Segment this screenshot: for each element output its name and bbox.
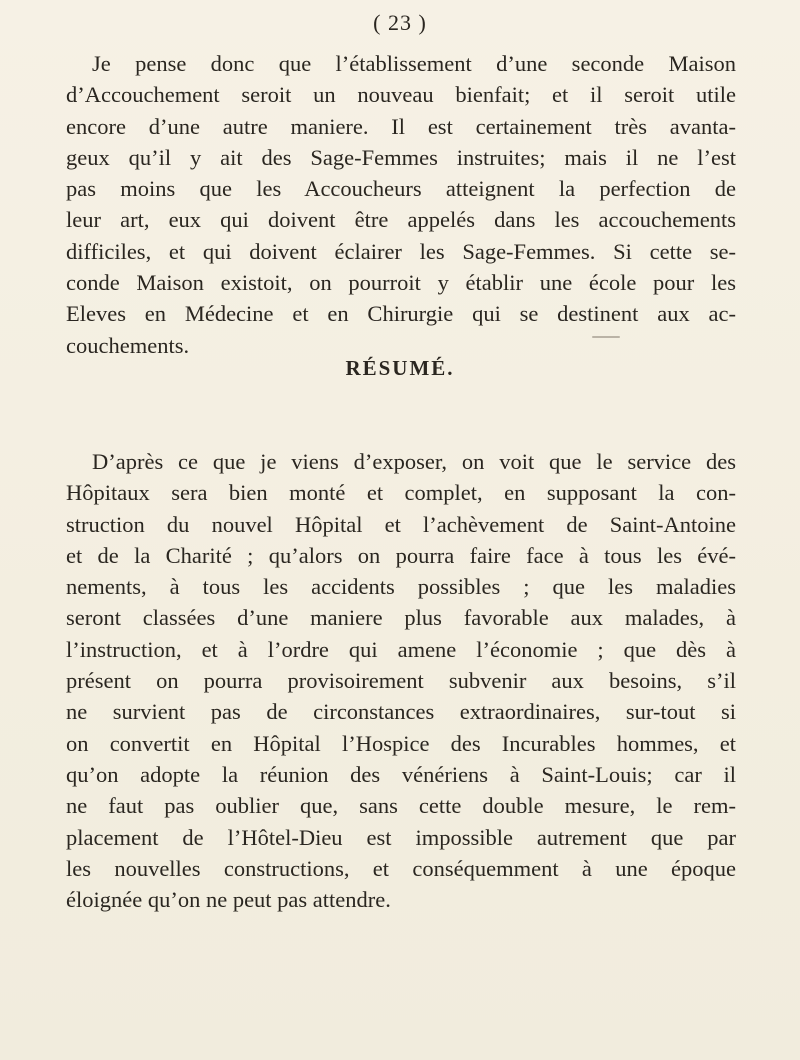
- text-line: présent on pourra provisoirement subvenir aux besoins, s’il: [66, 668, 736, 694]
- page-number: ( 23 ): [373, 10, 427, 35]
- text-line: couchements.: [66, 332, 190, 358]
- text-line: qu’on adopte la réunion des vénériens à Saint-Louis; car il: [66, 761, 736, 787]
- text-line: les nouvelles constructions, et conséquemment à une époque: [66, 855, 736, 881]
- text-line: D’après ce que je viens d’exposer, on voit que le service des: [92, 449, 736, 474]
- text-line: leur art, eux qui doivent être appelés dans les accouchements: [66, 207, 736, 233]
- text-line: ne survient pas de circonstances extraordinaires, sur-tout si: [66, 699, 736, 725]
- text-line: d’Accouchement seroit un nouveau bienfait; et il seroit utile: [66, 82, 736, 108]
- text-line: Eleves en Médecine et en Chirurgie qui se destinent aux ac-: [66, 301, 736, 327]
- text-line: encore d’une autre maniere. Il est certainement très avanta-: [66, 113, 736, 139]
- text-line: seront classées d’une maniere plus favorable aux malades, à: [66, 605, 736, 631]
- text-line: conde Maison existoit, on pourroit y établir une école pour les: [66, 270, 736, 296]
- paragraph-intro: [66, 48, 736, 361]
- text-line: pas moins que les Accoucheurs atteignent la perfection de: [66, 176, 736, 202]
- text-line: ne faut pas oublier que, sans cette double mesure, le rem-: [66, 793, 736, 819]
- paragraph-summary: [66, 446, 736, 915]
- text-line: on convertit en Hôpital l’Hospice des Incurables hommes, et: [66, 730, 736, 756]
- text-line: nements, à tous les accidents possibles ; que les maladies: [66, 574, 736, 600]
- section-heading: RÉSUMÉ.: [345, 356, 455, 380]
- text-line: placement de l’Hôtel-Dieu est impossible autrement que par: [66, 824, 736, 850]
- text-line: difficiles, et qui doivent éclairer les Sage-Femmes. Si cette se-: [66, 238, 736, 264]
- text-line: geux qu’il y ait des Sage-Femmes instruites; mais il ne l’est: [66, 144, 736, 170]
- text-line: l’instruction, et à l’ordre qui amene l’économie ; que dès à: [66, 636, 736, 662]
- text-line: Je pense donc que l’établissement d’une seconde Maison: [92, 51, 736, 76]
- text-line: Hôpitaux sera bien monté et complet, en supposant la con-: [66, 480, 736, 506]
- text-line: struction du nouvel Hôpital et l’achèvement de Saint-Antoine: [66, 511, 736, 537]
- text-line: et de la Charité ; qu’alors on pourra faire face à tous les évé-: [66, 542, 736, 568]
- ink-mark: [592, 336, 620, 338]
- text-line: éloignée qu’on ne peut pas attendre.: [66, 887, 391, 913]
